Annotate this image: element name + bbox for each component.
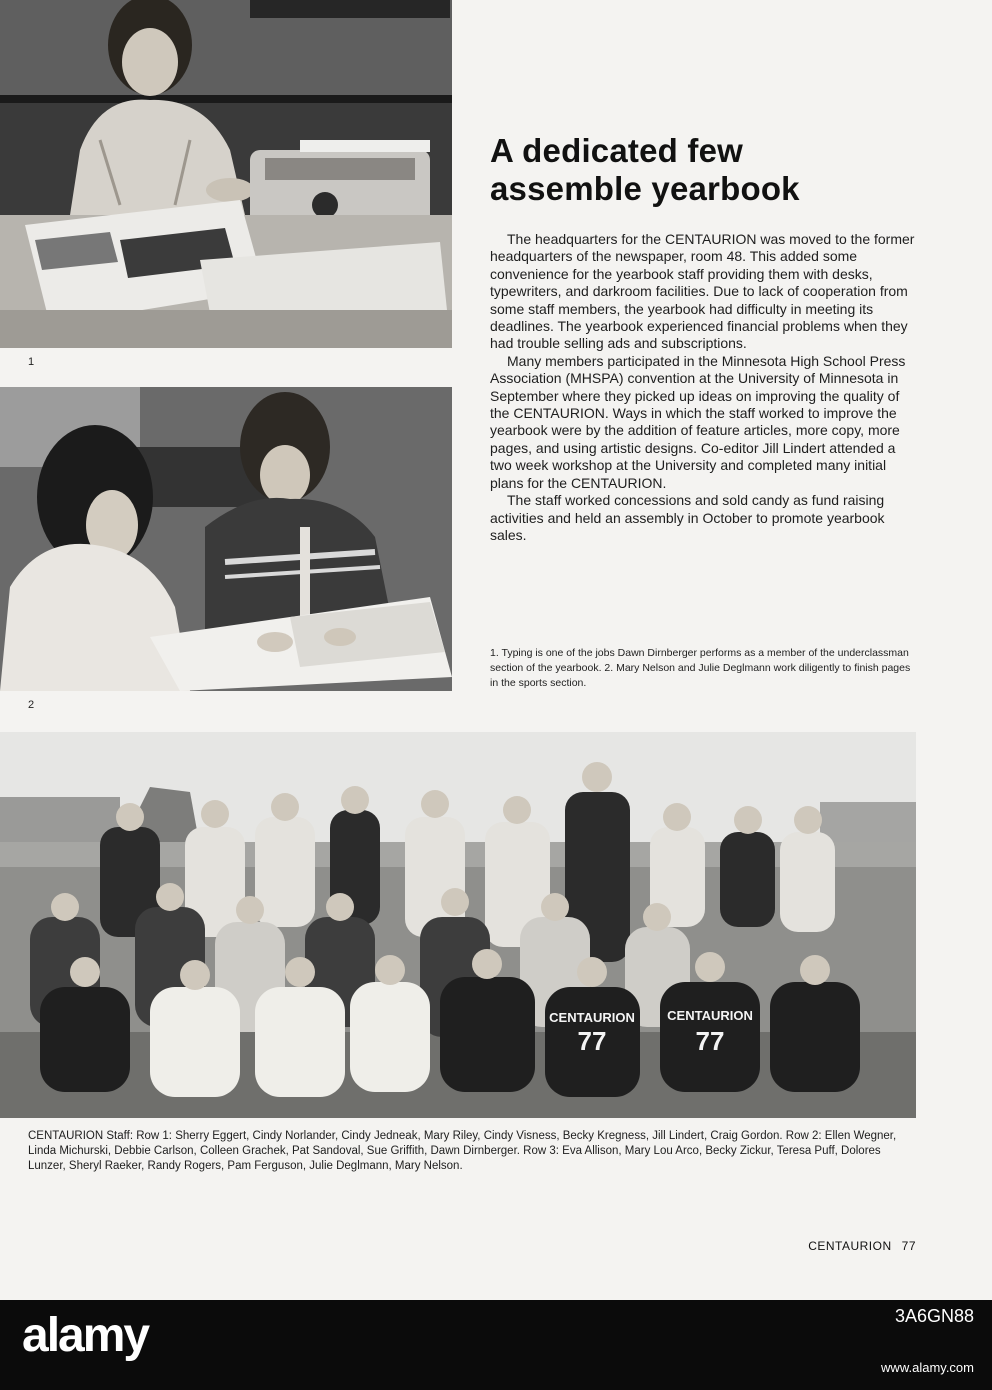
jersey-number-2: 77 bbox=[695, 1026, 725, 1056]
headline-line-1: A dedicated few bbox=[490, 132, 743, 169]
jersey-number-1: 77 bbox=[577, 1026, 607, 1056]
article-body bbox=[490, 231, 920, 544]
article-headline bbox=[490, 132, 930, 208]
footer-publication: CENTAURION bbox=[808, 1239, 892, 1253]
watermark-banner bbox=[0, 1300, 992, 1390]
alamy-logo: alamy bbox=[22, 1309, 149, 1362]
staff-group-photo bbox=[0, 732, 916, 1118]
page-footer bbox=[798, 1239, 916, 1253]
headline-line-2: assemble yearbook bbox=[490, 170, 800, 207]
jersey-text-2: CENTAURION bbox=[667, 1008, 753, 1023]
footer-page-number: 77 bbox=[901, 1239, 916, 1253]
staff-caption: CENTAURION Staff: Row 1: Sherry Eggert, Cindy Norlander, Cindy Jedneak, Mary Riley, Cindy Visness, Becky Kregness, Jill Lindert, Craig Gordon. Row 2: Ellen Wegner, Linda Michurski, Debbie Carlson, Colleen Grachek, Pat Sandoval, Sue Griffith, Dawn Dirnberger. Row 3: Eva Allison, Mary Lou Arco, Becky Zickur, Teresa Puff, Dolores Lunzer, Sheryl Raeker, Randy Rogers, Pam Ferguson, Julie Deglmann, Mary Nelson. bbox=[28, 1130, 897, 1172]
photo-typing bbox=[0, 0, 452, 348]
photo-drawing bbox=[0, 387, 452, 691]
image-id: 3A6GN88 bbox=[894, 1306, 974, 1326]
jersey-text-1: CENTAURION bbox=[549, 1010, 635, 1025]
watermark-url: www.alamy.com bbox=[881, 1360, 974, 1375]
photo-1-number: 1 bbox=[28, 356, 35, 368]
article-paragraph-2: Many members participated in the Minnesota High School Press Association (MHSPA) convention at the University of Minnesota in September where they picked up ideas on improving the quality of the CENTAURION. Ways in which the staff worked to improve the yearbook were by the addition of feature articles, more copy, more pages, and using artistic designs. Co-editor Jill Lindert attended a two week workshop at the University and completed many initial plans for the CENTAURION. bbox=[490, 352, 906, 491]
photo-caption: 1. Typing is one of the jobs Dawn Dirnberger performs as a member of the underclassman section of the yearbook. 2. Mary Nelson and Julie Deglmann work diligently to finish pages in the sports section. bbox=[490, 647, 911, 689]
article-paragraph-3: The staff worked concessions and sold candy as fund raising activities and held an assembly in October to promote yearbook sales. bbox=[490, 492, 885, 543]
article-paragraph-1: The headquarters for the CENTAURION was moved to the former headquarters of the newspaper, room 48. This added some convenience for the yearbook staff providing them with desks, typewriters, and darkroom facilities. Due to lack of cooperation from some staff members, the yearbook had difficulty in meeting its deadlines. The yearbook experienced financial problems when they had trouble selling ads and subscriptions. bbox=[490, 231, 915, 352]
photo-2-number: 2 bbox=[28, 699, 35, 711]
